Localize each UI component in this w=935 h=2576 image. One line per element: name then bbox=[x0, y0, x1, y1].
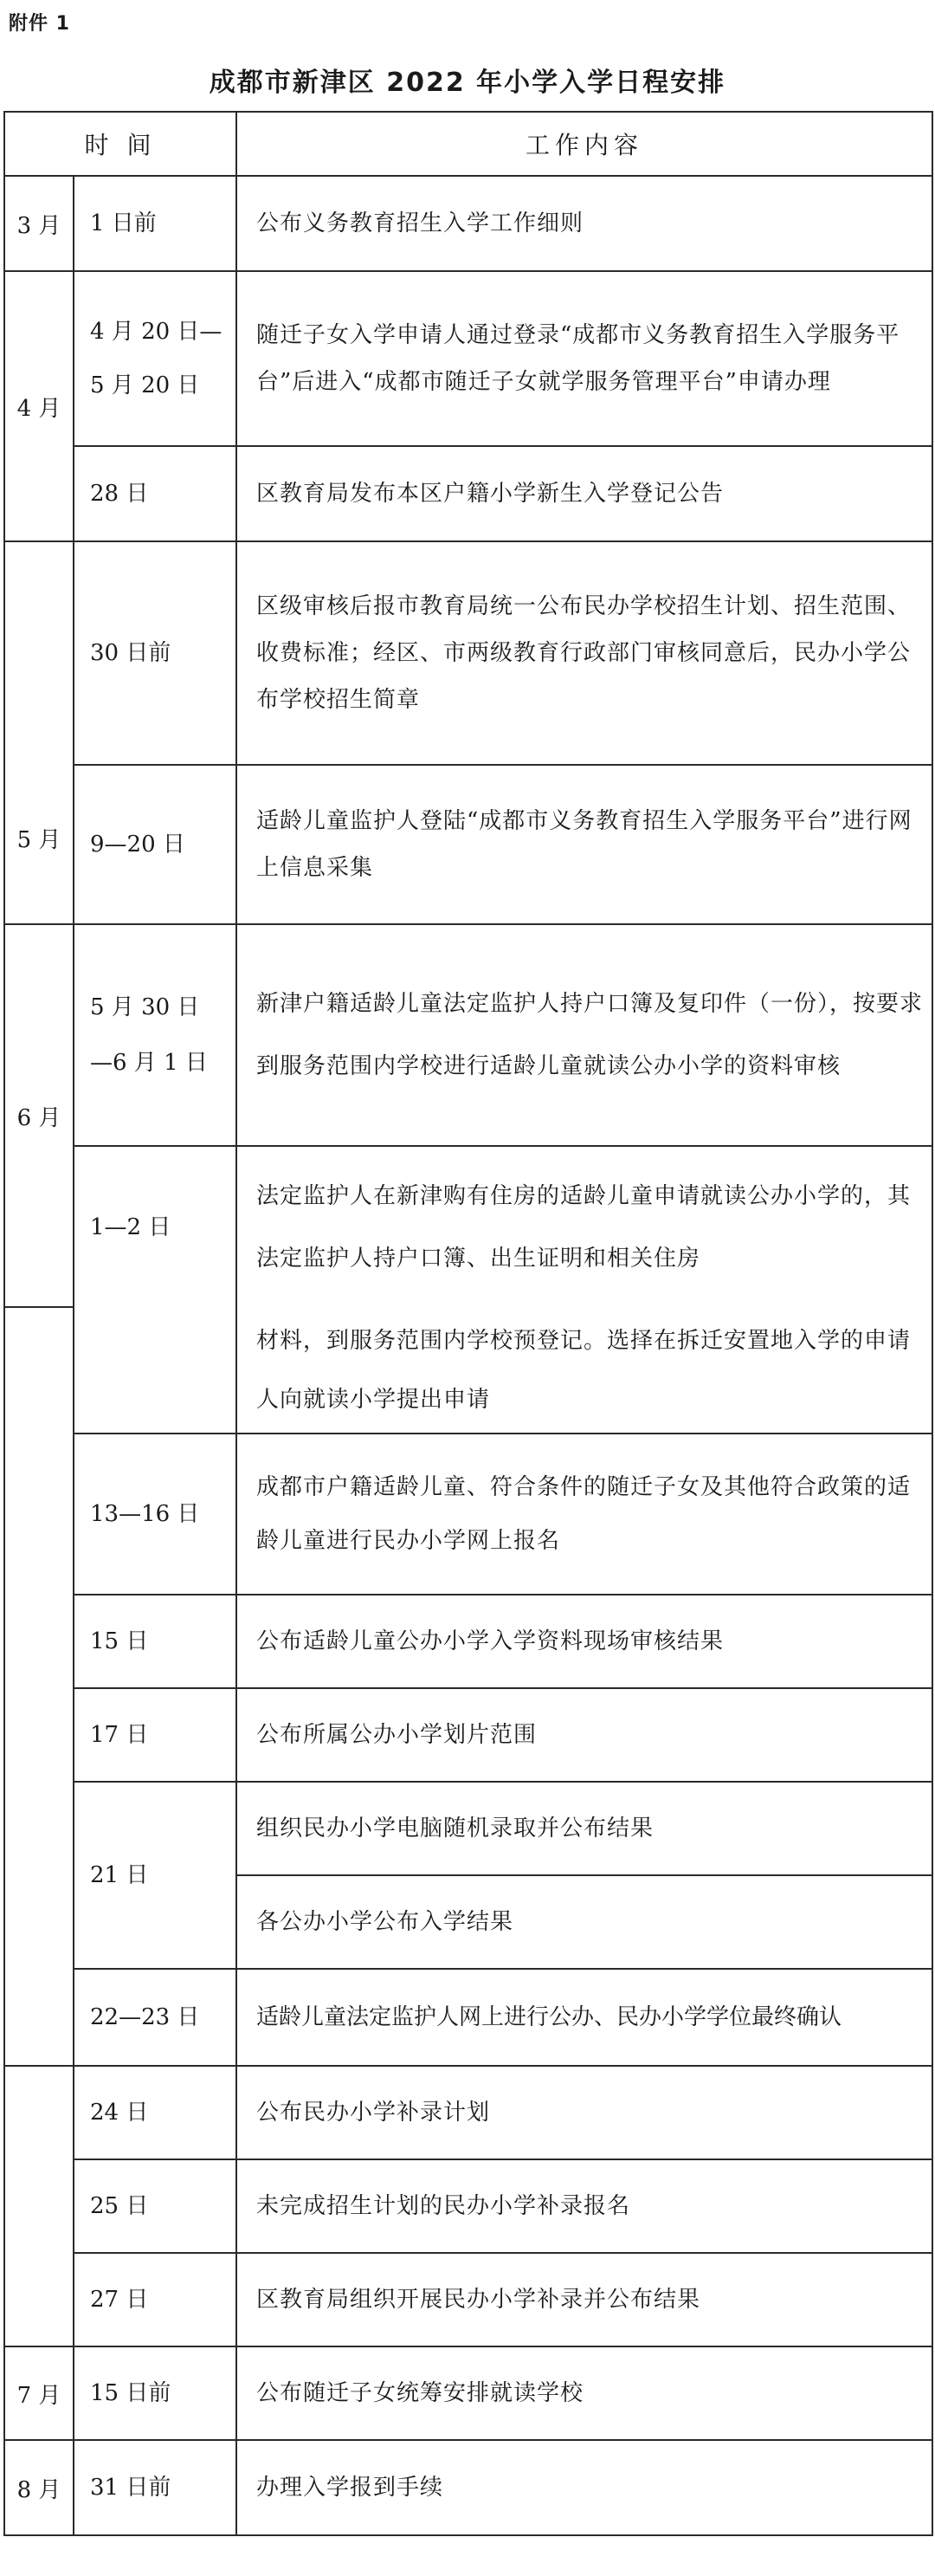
content-cell: 组织民办小学电脑随机录取并公布结果 bbox=[236, 1782, 932, 1875]
day-cell: 31 日前 bbox=[74, 2440, 236, 2535]
content-cell: 各公办小学公布入学结果 bbox=[236, 1875, 932, 1969]
table-row bbox=[4, 176, 932, 271]
content-cell: 办理入学报到手续 bbox=[236, 2440, 932, 2535]
table-row bbox=[4, 541, 932, 765]
attachment-label: 附件 1 bbox=[9, 13, 70, 35]
schedule-table bbox=[3, 111, 933, 2536]
month-cell-6-continued bbox=[4, 1307, 74, 2066]
content-cell: 公布义务教育招生入学工作细则 bbox=[236, 176, 932, 271]
table-row bbox=[4, 1969, 932, 2066]
day-cell: 15 日 bbox=[74, 1595, 236, 1688]
table-row bbox=[4, 446, 932, 541]
content-cell: 适龄儿童监护人登陆“成都市义务教育招生入学服务平台”进行网上信息采集 bbox=[236, 765, 932, 924]
content-cell: 区教育局发布本区户籍小学新生入学登记公告 bbox=[236, 446, 932, 541]
month-cell-5 bbox=[4, 541, 74, 924]
content-cell: 适龄儿童法定监护人网上进行公办、民办小学学位最终确认 bbox=[236, 1969, 932, 2066]
day-cell: 17 日 bbox=[74, 1688, 236, 1782]
day-cell: 28 日 bbox=[74, 446, 236, 541]
day-cell: 21 日 bbox=[74, 1782, 236, 1969]
table-row bbox=[4, 2066, 932, 2159]
day-cell: 1—2 日 bbox=[74, 1146, 236, 1307]
content-cell: 区教育局组织开展民办小学补录并公布结果 bbox=[236, 2253, 932, 2346]
month-cell-6-late bbox=[4, 2066, 74, 2346]
day-cell: 9—20 日 bbox=[74, 765, 236, 924]
table-row bbox=[4, 271, 932, 446]
content-cell: 区级审核后报市教育局统一公布民办学校招生计划、招生范围、收费标准；经区、市两级教育行政部门审核同意后，民办小学公布学校招生简章 bbox=[236, 541, 932, 765]
day-cell bbox=[74, 924, 236, 1146]
table-row bbox=[4, 1307, 932, 1434]
day-cell: 15 日前 bbox=[74, 2346, 236, 2440]
content-cell: 法定监护人在新津购有住房的适龄儿童申请就读公办小学的，其法定监护人持户口簿、出生证明和相关住房 bbox=[236, 1146, 932, 1307]
day-cell: 13—16 日 bbox=[74, 1434, 236, 1595]
content-cell: 材料，到服务范围内学校预登记。选择在拆迁安置地入学的申请人向就读小学提出申请 bbox=[236, 1307, 932, 1434]
month-cell-3: 3 月 bbox=[4, 176, 74, 271]
table-row bbox=[4, 2440, 932, 2535]
month-text: 5 月 bbox=[16, 827, 61, 853]
month-text: 6 月 bbox=[16, 1104, 61, 1131]
table-header-row bbox=[4, 112, 932, 176]
day-cell: 30 日前 bbox=[74, 541, 236, 765]
header-content: 工作内容 bbox=[236, 112, 932, 176]
month-cell-6 bbox=[4, 924, 74, 1307]
content-cell: 随迁子女入学申请人通过登录“成都市义务教育招生入学服务平台”后进入“成都市随迁子女就学服务管理平台”申请办理 bbox=[236, 271, 932, 446]
header-time: 时 间 bbox=[4, 112, 236, 176]
table-row bbox=[4, 2346, 932, 2440]
month-cell-8: 8 月 bbox=[4, 2440, 74, 2535]
month-cell-4: 4 月 bbox=[4, 271, 74, 541]
content-cell: 未完成招生计划的民办小学补录报名 bbox=[236, 2159, 932, 2253]
content-cell: 公布民办小学补录计划 bbox=[236, 2066, 932, 2159]
table-row bbox=[4, 1782, 932, 1875]
day-text: 5 月 30 日 —6 月 1 日 bbox=[90, 994, 208, 1076]
table-row bbox=[4, 1146, 932, 1307]
content-cell: 新津户籍适龄儿童法定监护人持户口簿及复印件（一份），按要求到服务范围内学校进行适龄儿童就读公办小学的资料审核 bbox=[236, 924, 932, 1146]
table-row bbox=[4, 1688, 932, 1782]
day-cell: 1 日前 bbox=[74, 176, 236, 271]
day-cell: 27 日 bbox=[74, 2253, 236, 2346]
day-cell: 22—23 日 bbox=[74, 1969, 236, 2066]
page-title: 成都市新津区 2022 年小学入学日程安排 bbox=[209, 68, 726, 98]
month-cell-7: 7 月 bbox=[4, 2346, 74, 2440]
day-cell: 24 日 bbox=[74, 2066, 236, 2159]
table-row bbox=[4, 1595, 932, 1688]
content-cell: 公布适龄儿童公办小学入学资料现场审核结果 bbox=[236, 1595, 932, 1688]
table-row bbox=[4, 765, 932, 924]
content-cell: 公布所属公办小学划片范围 bbox=[236, 1688, 932, 1782]
table-row bbox=[4, 2159, 932, 2253]
table-row bbox=[4, 924, 932, 1146]
content-cell: 公布随迁子女统筹安排就读学校 bbox=[236, 2346, 932, 2440]
content-cell: 成都市户籍适龄儿童、符合条件的随迁子女及其他符合政策的适龄儿童进行民办小学网上报名 bbox=[236, 1434, 932, 1595]
day-cell bbox=[74, 1307, 236, 1434]
day-cell bbox=[74, 271, 236, 446]
table-row bbox=[4, 1434, 932, 1595]
day-cell: 25 日 bbox=[74, 2159, 236, 2253]
day-text: 4 月 20 日— 5 月 20 日 bbox=[90, 319, 222, 398]
table-row bbox=[4, 2253, 932, 2346]
